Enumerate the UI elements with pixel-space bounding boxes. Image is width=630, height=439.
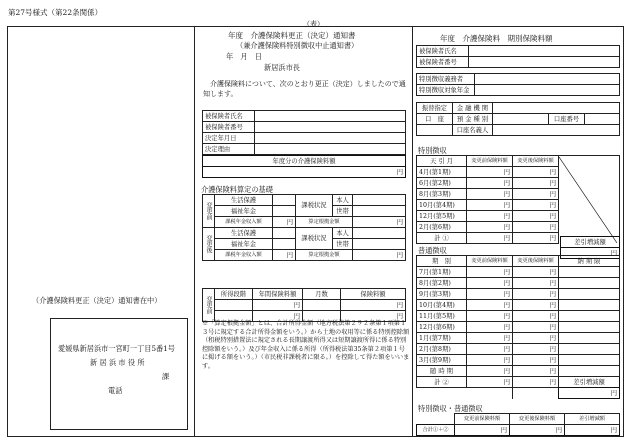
col-before: 変更前保険料額 xyxy=(455,414,510,425)
basis-table xyxy=(202,194,406,261)
col-after: 変更後保険料額 xyxy=(513,256,559,267)
total2-before[interactable]: 円 xyxy=(467,377,513,388)
setai-label: 世帯 xyxy=(333,239,353,250)
kazei-income-label: 課税年金収入額 xyxy=(215,217,273,228)
special-month: 8月(第3期) xyxy=(417,189,467,200)
normal-diff-value[interactable]: 円 xyxy=(559,388,620,399)
fukushi-label: 福祉年金 xyxy=(215,239,273,250)
col-period: 天 引 月 xyxy=(417,156,467,167)
office-text: 新 居 浜 市 役 所 xyxy=(90,358,145,367)
issue-date: 年 月 日 xyxy=(226,52,262,61)
after-value[interactable]: 円 xyxy=(513,311,559,322)
obligor-label: 特別徴収義務者 xyxy=(417,74,475,85)
normal-month: 10月(第4期) xyxy=(417,300,467,311)
info-value[interactable] xyxy=(255,122,406,133)
combined-total-label: 合計①＋② xyxy=(417,425,455,436)
due-value[interactable] xyxy=(559,300,620,311)
obligor-table xyxy=(416,73,620,96)
account-type-label: 預 金 種 別 xyxy=(453,114,493,125)
special-month: 6月(第2期) xyxy=(417,178,467,189)
account-type-value[interactable] xyxy=(493,114,549,125)
after-value[interactable]: 円 xyxy=(513,211,559,222)
after-value[interactable]: 円 xyxy=(513,189,559,200)
divider-right xyxy=(412,26,413,437)
center-subtitle: （兼介護保険料特別徴収中止通知書） xyxy=(236,41,359,50)
info-value[interactable] xyxy=(255,111,406,122)
before-label: 変更前 xyxy=(203,289,215,322)
after-value[interactable]: 円 xyxy=(513,344,559,355)
due-value[interactable] xyxy=(559,267,620,278)
before-value[interactable]: 円 xyxy=(467,289,513,300)
special-diff-value[interactable]: 円 xyxy=(561,248,620,259)
fee-value[interactable]: 円 xyxy=(341,311,406,322)
fukushi-value[interactable] xyxy=(273,239,296,250)
kazei-income-value[interactable]: 円 xyxy=(273,217,296,228)
after-value[interactable]: 円 xyxy=(513,333,559,344)
total1-before[interactable]: 円 xyxy=(467,233,513,244)
fukushi-value[interactable] xyxy=(273,206,296,217)
after-value[interactable]: 円 xyxy=(513,278,559,289)
info-label: 決定理由 xyxy=(203,144,255,155)
normal-month: 8月(第2期) xyxy=(417,278,467,289)
kazei-status-label: 課税状況 xyxy=(296,195,333,217)
center-info-table xyxy=(202,110,406,155)
diagonal-cell xyxy=(559,156,620,244)
combined-title: 特別徴収・普通徴収 xyxy=(418,404,483,413)
account-label: 口 座 xyxy=(417,114,453,125)
before-value[interactable]: 円 xyxy=(467,322,513,333)
total1-after[interactable]: 円 xyxy=(513,233,559,244)
intro-text: 介護保険料について、次のとおり更正（決定）しましたので通知します。 xyxy=(203,80,406,98)
due-value[interactable] xyxy=(559,366,620,377)
ka-text: 課 xyxy=(162,372,170,381)
honnin-value[interactable] xyxy=(353,228,406,239)
info-value[interactable] xyxy=(255,133,406,144)
info-value[interactable] xyxy=(469,57,620,68)
account-name-value[interactable] xyxy=(493,125,620,136)
after-label: 変更後 xyxy=(203,228,215,261)
normal-month: 11月(第5期) xyxy=(417,311,467,322)
normal-month: 12月(第6期) xyxy=(417,322,467,333)
income-header: 年間保険料額 xyxy=(253,289,303,300)
obligor-label: 特別徴収対象年金 xyxy=(417,85,475,96)
stage-value[interactable] xyxy=(215,300,253,311)
col-after: 変更後保険料額 xyxy=(510,414,565,425)
obligor-value[interactable] xyxy=(475,74,620,85)
before-value[interactable]: 円 xyxy=(467,333,513,344)
fee-value[interactable]: 円 xyxy=(341,300,406,311)
honnin-label: 本人 xyxy=(333,195,353,206)
normal-month: 7月(第1期) xyxy=(417,267,467,278)
special-title: 特別徴収 xyxy=(418,146,447,155)
kazei-status-label: 課税状況 xyxy=(296,228,333,250)
right-info-table xyxy=(416,45,620,68)
before-value[interactable]: 円 xyxy=(467,366,513,377)
account-number-label: 口座番号 xyxy=(549,114,585,125)
omote-label: （表） xyxy=(303,20,324,28)
bank-value[interactable] xyxy=(493,103,620,114)
annual-value[interactable]: 円 xyxy=(253,300,303,311)
due-value[interactable] xyxy=(559,333,620,344)
info-label: 被保険者氏名 xyxy=(203,111,255,122)
after-value[interactable]: 円 xyxy=(513,300,559,311)
normal-month: 9月(第3期) xyxy=(417,289,467,300)
santei-label: 算定根拠金額 xyxy=(296,217,353,228)
special-table xyxy=(416,155,620,244)
setai-value[interactable] xyxy=(353,206,406,217)
premium-value[interactable]: 円 xyxy=(203,167,406,178)
premium-table xyxy=(202,155,406,178)
total1-label: 計 ① xyxy=(417,233,467,244)
account-name-label: 口座名義人 xyxy=(453,125,493,136)
before-label: 変更前 xyxy=(203,195,215,228)
before-value[interactable]: 円 xyxy=(467,200,513,211)
after-value[interactable]: 円 xyxy=(513,289,559,300)
santei-value[interactable]: 円 xyxy=(353,217,406,228)
mayor-label: 新居浜市長 xyxy=(264,63,300,72)
income-header: 所得段階 xyxy=(215,289,253,300)
combined-table xyxy=(416,413,620,436)
normal-title: 普通徴収 xyxy=(418,246,447,255)
info-label: 決定年月日 xyxy=(203,133,255,144)
right-title: 年度 介護保険料 期別保険料額 xyxy=(440,34,553,43)
transfer-table xyxy=(416,102,620,136)
special-month: 12月(第5期) xyxy=(417,211,467,222)
divider-left xyxy=(194,26,195,437)
basis-title: 介護保険料算定の基礎 xyxy=(201,185,273,194)
special-month: 4月(第1期) xyxy=(417,167,467,178)
after-value[interactable]: 円 xyxy=(513,322,559,333)
before-value[interactable]: 円 xyxy=(467,344,513,355)
form-label: 第27号様式（第22条関係） xyxy=(8,8,103,17)
account-number-value[interactable] xyxy=(585,114,620,125)
kazei-income-value[interactable]: 円 xyxy=(273,250,296,261)
normal-diff-label: 差引増減額 xyxy=(559,377,620,388)
normal-month: 3月(第9期) xyxy=(417,355,467,366)
due-value[interactable] xyxy=(559,355,620,366)
before-value[interactable]: 円 xyxy=(467,300,513,311)
honnin-label: 本人 xyxy=(333,228,353,239)
normal-month: 1月(第7期) xyxy=(417,333,467,344)
notice-enclosed-label: （介護保険料更正（決定）通知書在中） xyxy=(32,296,162,305)
col-period: 期 別 xyxy=(417,256,467,267)
col-before: 変更前保険料額 xyxy=(467,256,513,267)
months-value[interactable] xyxy=(303,300,341,311)
col-after: 変更後保険料額 xyxy=(513,156,559,167)
total2-after[interactable]: 円 xyxy=(513,377,559,388)
income-stage-table xyxy=(202,288,406,322)
diagonal-line xyxy=(559,157,617,243)
col-before: 変更前保険料額 xyxy=(467,156,513,167)
combined-after[interactable]: 円 xyxy=(510,425,565,436)
before-value[interactable]: 円 xyxy=(467,211,513,222)
before-value[interactable]: 円 xyxy=(467,222,513,233)
seikatsu-label: 生活保護 xyxy=(215,228,273,239)
after-value[interactable]: 円 xyxy=(513,267,559,278)
seikatsu-label: 生活保護 xyxy=(215,195,273,206)
info-value[interactable] xyxy=(469,46,620,57)
info-label: 被保険者番号 xyxy=(203,122,255,133)
transfer-label: 振替指定 xyxy=(417,103,453,114)
setai-label: 世帯 xyxy=(333,206,353,217)
before-value[interactable]: 円 xyxy=(467,267,513,278)
after-value[interactable]: 円 xyxy=(513,222,559,233)
annual-value[interactable]: 円 xyxy=(253,311,303,322)
normal-month: 2月(第8期) xyxy=(417,344,467,355)
due-value[interactable] xyxy=(559,322,620,333)
normal-month: 随 時 期 xyxy=(417,366,467,377)
before-value[interactable]: 円 xyxy=(467,278,513,289)
income-header: 月数 xyxy=(303,289,341,300)
bank-label: 金 融 機 関 xyxy=(453,103,493,114)
tel-text: 電話 xyxy=(108,386,123,395)
setai-value[interactable] xyxy=(353,239,406,250)
col-diff: 差引増減額 xyxy=(565,414,620,425)
premium-label: 年度分の介護保険料額 xyxy=(203,156,406,167)
address-text: 愛媛県新居浜市一宮町一丁目5番1号 xyxy=(58,344,175,353)
info-label: 被保険者番号 xyxy=(417,57,469,68)
before-value[interactable]: 円 xyxy=(467,311,513,322)
santei-label: 算定根拠金額 xyxy=(296,250,353,261)
normal-table xyxy=(416,255,620,399)
special-diff-label: 差引増減額 xyxy=(561,237,620,248)
before-value[interactable]: 円 xyxy=(467,355,513,366)
after-value[interactable]: 円 xyxy=(513,355,559,366)
due-value[interactable] xyxy=(559,289,620,300)
due-value[interactable] xyxy=(559,278,620,289)
total2-label: 計 ② xyxy=(417,377,467,388)
after-value[interactable]: 円 xyxy=(513,366,559,377)
before-value[interactable]: 円 xyxy=(467,178,513,189)
note-text: ※「算定根拠金額」とは、合計所得金額（地方税法第２９２条第１項第１３号に規定する合計所得金額をいう。）から土地の収用等に係る特別控除額（租税特別措置法に規定される長期譲渡所得又は短期譲渡所得に係る特別控除額をいう。）及び年金収入に係る所得（所得税法第35条第２項第１号に掲げる額をいう。）（市民税非課税者に限る。）を控除して得た額をいいます。 xyxy=(202,320,410,370)
before-value[interactable]: 円 xyxy=(467,167,513,178)
obligor-value[interactable] xyxy=(475,85,620,96)
combined-before[interactable]: 円 xyxy=(455,425,510,436)
info-value[interactable] xyxy=(255,144,406,155)
honnin-value[interactable] xyxy=(353,195,406,206)
due-value[interactable] xyxy=(559,344,620,355)
santei-value[interactable]: 円 xyxy=(353,250,406,261)
center-title: 年度 介護保険料更正（決定）通知書 xyxy=(228,31,356,40)
seikatsu-value[interactable] xyxy=(273,195,296,206)
due-value[interactable] xyxy=(559,311,620,322)
special-month: 2月(第6期) xyxy=(417,222,467,233)
seikatsu-value[interactable] xyxy=(273,228,296,239)
col-due: 納 期 限 xyxy=(559,256,620,267)
after-value[interactable]: 円 xyxy=(513,167,559,178)
combined-diff[interactable]: 円 xyxy=(565,425,620,436)
fukushi-label: 福祉年金 xyxy=(215,206,273,217)
kazei-income-label: 課税年金収入額 xyxy=(215,250,273,261)
after-value[interactable]: 円 xyxy=(513,200,559,211)
special-month: 10月(第4期) xyxy=(417,200,467,211)
before-value[interactable]: 円 xyxy=(467,189,513,200)
income-header: 保険料額 xyxy=(341,289,406,300)
info-label: 被保険者氏名 xyxy=(417,46,469,57)
after-value[interactable]: 円 xyxy=(513,178,559,189)
